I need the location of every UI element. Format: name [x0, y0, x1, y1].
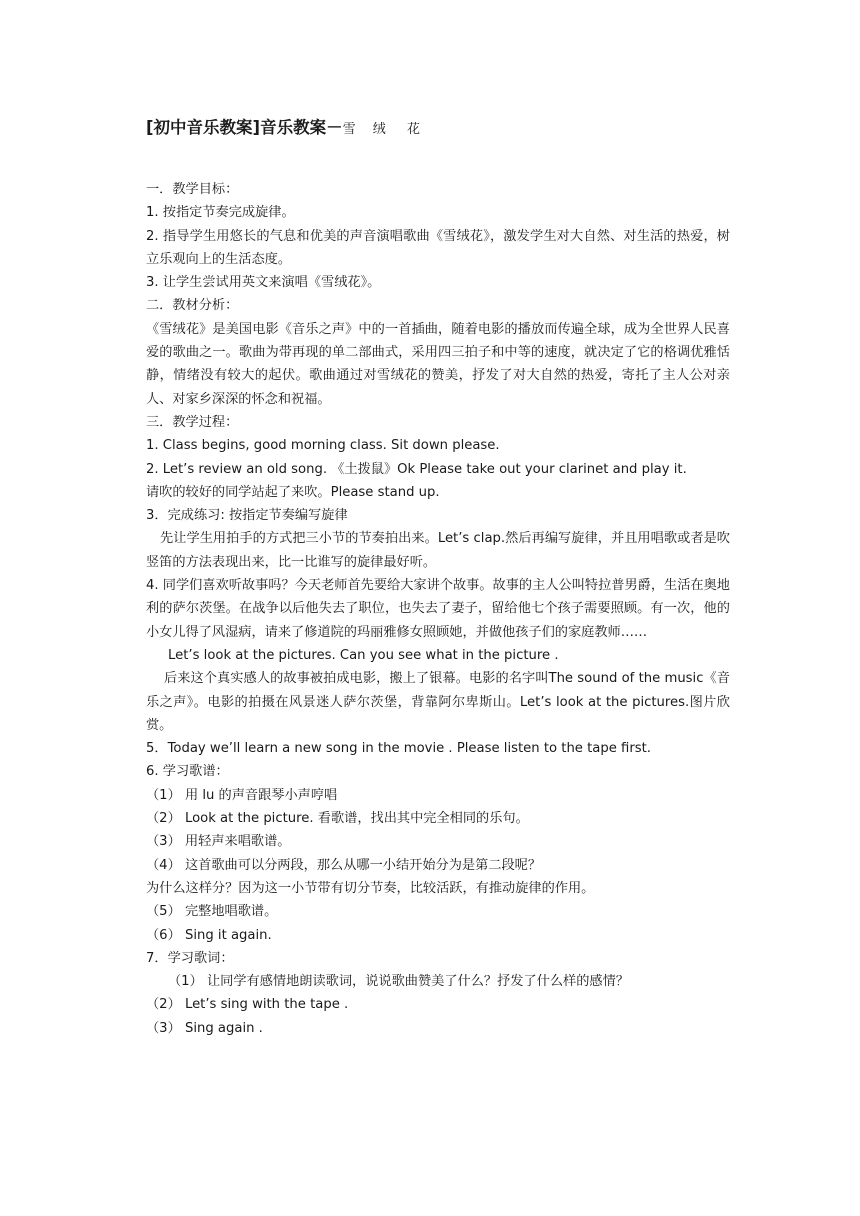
lyrics-item-1: （1） 让同学有感情地朗读歌词，说说歌曲赞美了什么？抒发了什么样的感情？	[168, 974, 629, 990]
section-heading-process: 三．教学过程：	[146, 414, 239, 430]
lyrics-item-2: （2） Let’s sing with the tape .	[146, 997, 349, 1013]
process-step-4: 4. 同学们喜欢听故事吗？今天老师首先要给大家讲个故事。故事的主人公叫特拉普男爵，生活在奥地利的萨尔茨堡。在战争以后他失去了职位，也失去了妻子，留给他七个孩子需要照顾。有一次，他的小女儿得了风湿病，请来了修道院的玛丽雅修女照顾她，并做他孩子们的家庭教师……	[146, 578, 730, 640]
score-item-5: （5） 完整地唱歌谱。	[146, 904, 278, 920]
score-item-4: （4） 这首歌曲可以分两段，那么从哪一小结开始分为是第二段呢？	[146, 857, 542, 873]
process-step-5: 5．Today we’ll learn a new song in the movie . Please listen to the tape first.	[146, 741, 651, 757]
lyrics-item-3: （3） Sing again .	[146, 1020, 263, 1036]
score-item-3: （3） 用轻声来唱歌谱。	[146, 834, 291, 850]
analysis-paragraph: 《雪绒花》是美国电影《音乐之声》中的一首插曲，随着电影的播放而传遍全球，成为全世界人民喜爱的歌曲之一。歌曲为带再现的单二部曲式，采用四三拍子和中等的速度，就决定了它的格调优雅恬静，情绪没有较大的起伏。歌曲通过对雪绒花的赞美，抒发了对大自然的热爱，寄托了主人公对亲人、对家乡深深的怀念和祝福。	[146, 321, 730, 407]
score-item-4-answer: 为什么这样分？因为这一小节带有切分节奏，比较活跃，有推动旋律的作用。	[146, 880, 595, 896]
section-heading-objectives: 一．教学目标：	[146, 182, 239, 197]
process-step-6: 6. 学习歌谱：	[146, 764, 229, 780]
objective-2: 2. 指导学生用悠长的气息和优美的声音演唱歌曲《雪绒花》，激发学生对大自然、对生活的热爱，树立乐观向上的生活态度。	[146, 228, 730, 267]
process-step-4-movie: 后来这个真实感人的故事被拍成电影，搬上了银幕。电影的名字叫The sound of the music《音乐之声》。电影的拍摄在风景迷人萨尔茨堡，背靠阿尔卑斯山。Let’s look at the pictures.图片欣赏。	[146, 671, 730, 733]
process-step-2-note: 请吹的较好的同学站起了来吹。Please stand up.	[146, 484, 440, 500]
process-step-3-detail: 先让学生用拍手的方式把三小节的节奏拍出来。Let’s clap.然后再编写旋律，并且用唱歌或者是吹竖笛的方法表现出来，比一比谁写的旋律最好听。	[146, 531, 730, 570]
score-item-6: （6） Sing it again.	[146, 927, 272, 943]
score-item-1: （1） 用 lu 的声音跟琴小声哼唱	[146, 787, 338, 803]
section-heading-analysis: 二．教材分析：	[146, 298, 239, 314]
score-item-2: （2） Look at the picture. 看歌谱，找出其中完全相同的乐句。	[146, 811, 529, 827]
title-main: [初中音乐教案]音乐教案－	[146, 118, 343, 137]
title-song: 雪 绒 花	[342, 122, 420, 137]
process-step-3: 3．完成练习: 按指定节奏编写旋律	[146, 508, 348, 524]
objective-1: 1. 按指定节奏完成旋律。	[146, 205, 295, 221]
process-step-4-pictures: Let’s look at the pictures. Can you see what in the picture .	[168, 647, 559, 663]
process-step-2: 2. Let’s review an old song. 《土拨鼠》Ok Please take out your clarinet and play it.	[146, 461, 687, 477]
process-step-1: 1. Class begins, good morning class. Sit down please.	[146, 438, 500, 454]
objective-3: 3. 让学生尝试用英文来演唱《雪绒花》。	[146, 275, 381, 291]
document-title	[146, 118, 420, 140]
process-step-7: 7．学习歌词：	[146, 950, 234, 966]
document-body	[146, 178, 730, 1040]
